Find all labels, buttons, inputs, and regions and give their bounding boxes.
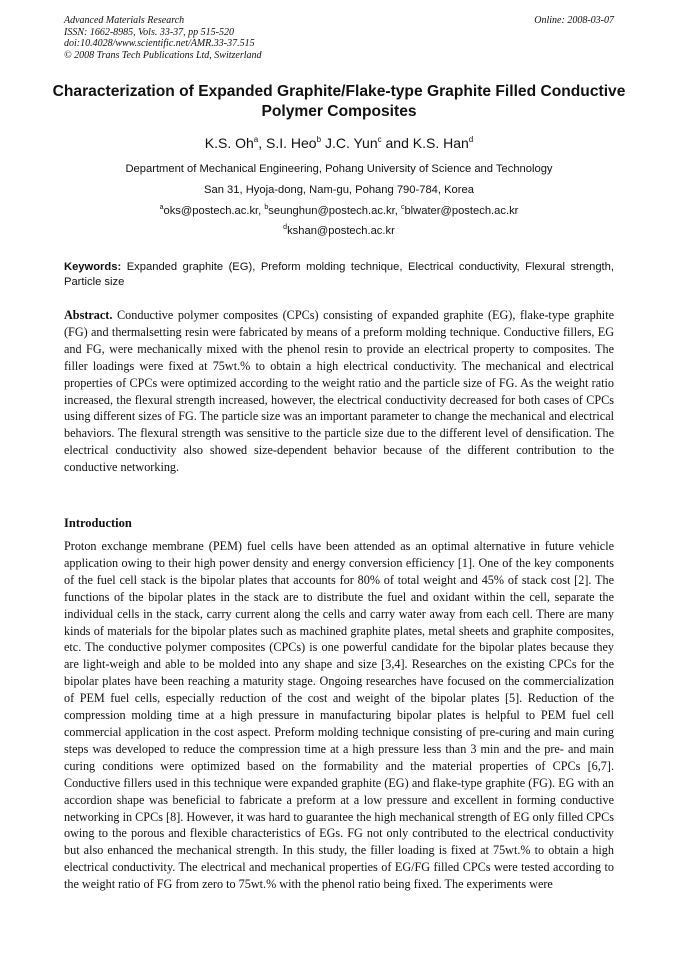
author-list [64,134,614,152]
introduction-body: Proton exchange membrane (PEM) fuel cells have been attended as an optimal alternative in future vehicle application owing to their high power density and energy conversion efficiency [1]. One of the key components of the fuel cell stack is the bipolar plates that accounts for 80% of total weight and 45% of stack cost [2]. The functions of the bipolar plates in the stack are to distribute the fuel and oxidant within the cell, separate the individual cells in the stack, carry current along the cells and carry water away from each cell. There are many kinds of materials for the bipolar plates such as machined graphite plates, metal sheets and graphite composites, etc. The conductive polymer composites (CPCs) is one powerful candidate for the bipolar plates because they are light-weigh and able to be molded into any shape and size [3,4]. Researches on the existing CPCs for the bipolar plates have been reaching a maturity stage. Ongoing researches have focused on the commercialization of PEM fuel cells, especially reduction of the cost and weight of the bipolar plates [5]. Reduction of the compression molding time at a high pressure in manufacturing bipolar plates is helpful to PEM fuel cell commercial application in the cost aspect. Preform molding technique consisting of pre-curing and main curing steps was developed to reduce the compression time at a high pressure less than 3 min and the pre- and main curing conditions were optimized based on the formability and the material properties of CPCs [6,7]. Conductive fillers used in this technique were expanded graphite (EG) and flake-type graphite (FG). EG with an accordion shape was beneficial to fabricate a preform at a low pressure and excellent in forming conductive networking in CPCs [8]. However, it was hard to guarantee the high mechanical strength of EG only filled CPCs owing to the porous and flexible characteristics of EGs. FG not only contributed to the electrical conductivity but also enhanced the mechanical strength. In this study, the filler loading is fixed at 75wt.% to obtain a high electrical conductivity. The electrical and mechanical properties of EG/FG filled CPCs were tested according to the weight ratio of FG from zero to 75wt.% with the phenol ratio being fixed. The experiments were [64,539,614,892]
author-affiliation-mark: c [377,135,382,144]
abstract-text: Conductive polymer composites (CPCs) consisting of expanded graphite (EG), flake-type graphite (FG) and thermalsetting resin were fabricated by means of a preform molding technique. Conductive fillers, EG and FG, were mechanically mixed with the phenol resin to provide an electrical property to composites. The filler loadings were fixed at 75wt.% to obtain a high electrical conductivity. The mechanical and electrical properties of CPCs were optimized according to the weight ratio and the particle size of FG. As the weight ratio increased, the flexural strength increased, however, the electrical conductivity decreased for both cases of CPCs using different sizes of FG. The particle size was an important parameter to change the mechanical and electrical behaviors. The flexural strength was sensitive to the particle size due to the different level of densification. The electrical conductivity also showed size-dependent behavior because of the different contribution to the conductive networking. [64,308,614,475]
email-mark: d [283,224,288,231]
author-name: K.S. Han [412,135,469,151]
author-name: J.C. Yun [321,135,378,151]
email-address: oks@postech.ac.kr, [163,205,265,217]
email-address: kshan@postech.ac.kr [287,225,395,237]
author-emails-2 [40,224,638,238]
abstract [64,307,614,476]
keywords-text: Expanded graphite (EG), Preform molding technique, Electrical conductivity, Flexural strength, Particle size [64,261,614,288]
email-mark: b [264,204,269,211]
online-date: Online: 2008-03-07 [534,15,614,26]
affiliation-department: Department of Mechanical Engineering, Pohang University of Science and Technology [125,163,553,175]
doi-line: doi:10.4028/www.scientific.net/AMR.33-37.515 [64,38,255,49]
keywords-label: Keywords: [64,261,122,273]
paper-title: Characterization of Expanded Graphite/Flake-type Graphite Filled Conductive Polymer Composites [52,83,626,120]
email-mark: c [400,204,405,211]
journal-header [64,15,262,61]
author-name: S.I. Heo [266,135,317,151]
author-separator: and [381,135,413,151]
affiliation-address: San 31, Hyoja-dong, Nam-gu, Pohang 790-784, Korea [204,184,474,196]
author-name: K.S. Oh [204,135,254,151]
email-address: blwater@postech.ac.kr [404,205,519,217]
issn-line: ISSN: 1662-8985, Vols. 33-37, pp 515-520 [64,26,234,38]
author-affiliation-mark: d [468,135,474,144]
abstract-label: Abstract. [64,308,113,322]
author-affiliation-mark: b [316,135,322,144]
author-affiliation-mark: a [253,135,259,144]
keywords [64,260,614,290]
copyright-line: © 2008 Trans Tech Publications Ltd, Switzerland [64,49,262,61]
journal-name: Advanced Materials Research [64,15,185,26]
email-address: seunghun@postech.ac.kr, [268,205,401,217]
author-emails [40,204,638,218]
author-separator: , [258,135,267,151]
email-mark: a [159,204,164,211]
introduction-heading: Introduction [64,516,132,530]
